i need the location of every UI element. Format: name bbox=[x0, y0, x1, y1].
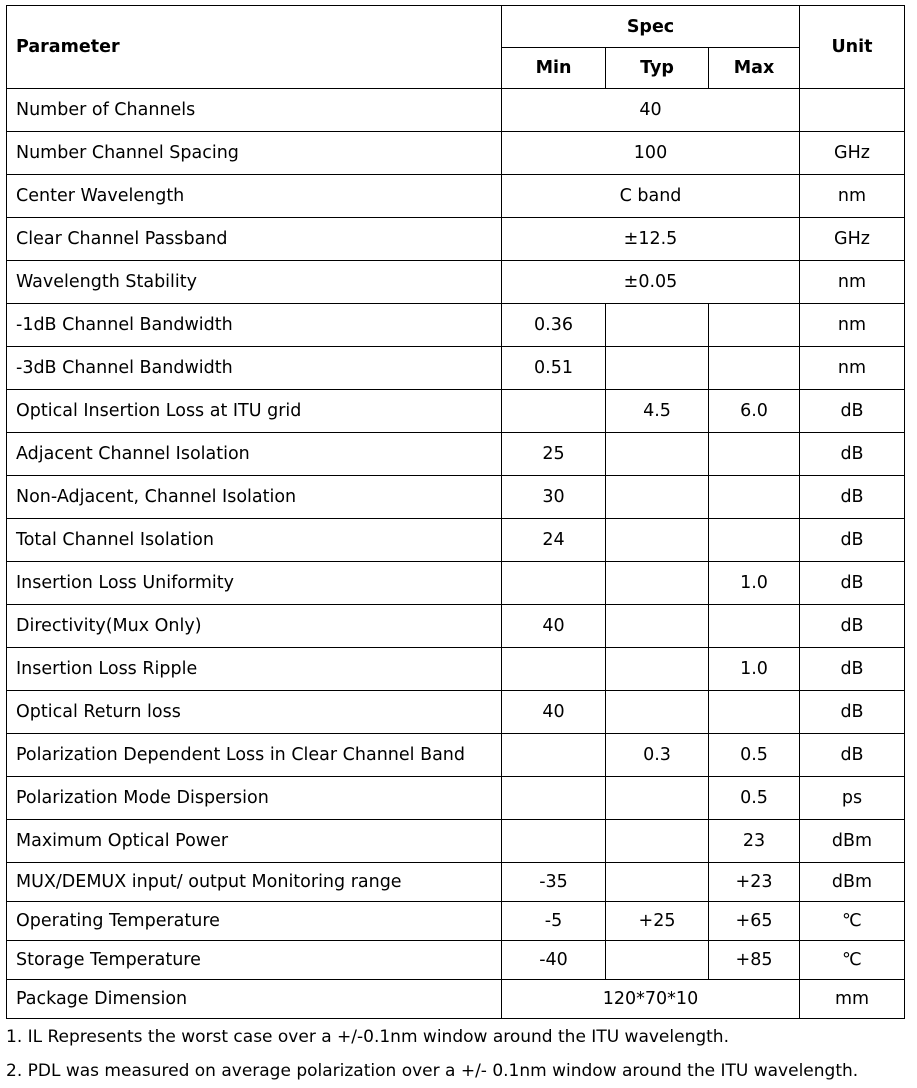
parameter-cell: Insertion Loss Ripple bbox=[7, 648, 501, 690]
unit-cell: dB bbox=[800, 476, 904, 518]
max-cell bbox=[709, 347, 799, 389]
min-cell: -35 bbox=[502, 863, 605, 901]
unit-cell: mm bbox=[800, 980, 904, 1018]
max-cell: 0.5 bbox=[709, 734, 799, 776]
typ-cell bbox=[606, 605, 708, 647]
header-min: Min bbox=[502, 48, 605, 88]
parameter-cell: Polarization Mode Dispersion bbox=[7, 777, 501, 819]
typ-cell: +25 bbox=[606, 902, 708, 940]
unit-cell: nm bbox=[800, 304, 904, 346]
table-body bbox=[7, 89, 904, 1018]
parameter-cell: Optical Return loss bbox=[7, 691, 501, 733]
max-cell: +65 bbox=[709, 902, 799, 940]
max-cell: +23 bbox=[709, 863, 799, 901]
parameter-cell: Polarization Dependent Loss in Clear Channel Band bbox=[7, 734, 501, 776]
parameter-cell: Insertion Loss Uniformity bbox=[7, 562, 501, 604]
table-row bbox=[7, 648, 904, 690]
typ-cell bbox=[606, 691, 708, 733]
min-cell bbox=[502, 390, 605, 432]
header-parameter: Parameter bbox=[7, 6, 501, 88]
table-row bbox=[7, 175, 904, 217]
min-cell bbox=[502, 562, 605, 604]
unit-cell: dB bbox=[800, 519, 904, 561]
min-cell: -40 bbox=[502, 941, 605, 979]
typ-cell bbox=[606, 820, 708, 862]
unit-cell: ℃ bbox=[800, 941, 904, 979]
unit-cell: nm bbox=[800, 261, 904, 303]
parameter-cell: Wavelength Stability bbox=[7, 261, 501, 303]
table-row bbox=[7, 132, 904, 174]
unit-cell bbox=[800, 89, 904, 131]
table-row bbox=[7, 347, 904, 389]
unit-cell: dBm bbox=[800, 820, 904, 862]
min-cell bbox=[502, 648, 605, 690]
max-cell: +85 bbox=[709, 941, 799, 979]
parameter-cell: -3dB Channel Bandwidth bbox=[7, 347, 501, 389]
unit-cell: dB bbox=[800, 605, 904, 647]
typ-cell bbox=[606, 304, 708, 346]
spec-value-cell: C band bbox=[502, 175, 799, 217]
table-row bbox=[7, 863, 904, 901]
unit-cell: nm bbox=[800, 175, 904, 217]
max-cell: 1.0 bbox=[709, 648, 799, 690]
typ-cell bbox=[606, 476, 708, 518]
unit-cell: GHz bbox=[800, 132, 904, 174]
table-row bbox=[7, 734, 904, 776]
parameter-cell: Maximum Optical Power bbox=[7, 820, 501, 862]
table-row bbox=[7, 820, 904, 862]
parameter-cell: Storage Temperature bbox=[7, 941, 501, 979]
header-max: Max bbox=[709, 48, 799, 88]
min-cell: 25 bbox=[502, 433, 605, 475]
header-unit: Unit bbox=[800, 6, 904, 88]
typ-cell bbox=[606, 433, 708, 475]
typ-cell: 4.5 bbox=[606, 390, 708, 432]
table-row bbox=[7, 89, 904, 131]
table-row bbox=[7, 433, 904, 475]
table-row bbox=[7, 476, 904, 518]
min-cell bbox=[502, 777, 605, 819]
parameter-cell: Center Wavelength bbox=[7, 175, 501, 217]
min-cell: -5 bbox=[502, 902, 605, 940]
spec-value-cell: 100 bbox=[502, 132, 799, 174]
parameter-cell: Number of Channels bbox=[7, 89, 501, 131]
table-row bbox=[7, 390, 904, 432]
min-cell: 0.36 bbox=[502, 304, 605, 346]
table-row bbox=[7, 519, 904, 561]
unit-cell: dBm bbox=[800, 863, 904, 901]
min-cell: 40 bbox=[502, 605, 605, 647]
footnote-2: 2. PDL was measured on average polarization over a +/- 0.1nm window around the ITU wavelength. bbox=[6, 1061, 859, 1081]
table-row bbox=[7, 902, 904, 940]
footnote-1: 1. IL Represents the worst case over a +/-0.1nm window around the ITU wavelength. bbox=[6, 1027, 729, 1047]
typ-cell bbox=[606, 941, 708, 979]
spec-value-cell: ±0.05 bbox=[502, 261, 799, 303]
parameter-cell: Total Channel Isolation bbox=[7, 519, 501, 561]
min-cell: 40 bbox=[502, 691, 605, 733]
unit-cell: nm bbox=[800, 347, 904, 389]
parameter-cell: Directivity(Mux Only) bbox=[7, 605, 501, 647]
table-row bbox=[7, 562, 904, 604]
max-cell: 0.5 bbox=[709, 777, 799, 819]
footnotes bbox=[6, 1020, 916, 1088]
max-cell bbox=[709, 691, 799, 733]
parameter-cell: Clear Channel Passband bbox=[7, 218, 501, 260]
unit-cell: ps bbox=[800, 777, 904, 819]
table-row bbox=[7, 218, 904, 260]
header-spec: Spec bbox=[502, 6, 799, 47]
parameter-cell: Non-Adjacent, Channel Isolation bbox=[7, 476, 501, 518]
unit-cell: dB bbox=[800, 648, 904, 690]
min-cell bbox=[502, 734, 605, 776]
typ-cell bbox=[606, 648, 708, 690]
parameter-cell: MUX/DEMUX input/ output Monitoring range bbox=[7, 863, 501, 901]
table-row bbox=[7, 304, 904, 346]
min-cell: 24 bbox=[502, 519, 605, 561]
table-header bbox=[7, 6, 904, 88]
spec-value-cell: 120*70*10 bbox=[502, 980, 799, 1018]
min-cell bbox=[502, 820, 605, 862]
header-typ: Typ bbox=[606, 48, 708, 88]
max-cell bbox=[709, 519, 799, 561]
typ-cell bbox=[606, 777, 708, 819]
parameter-cell: Operating Temperature bbox=[7, 902, 501, 940]
min-cell: 0.51 bbox=[502, 347, 605, 389]
max-cell: 23 bbox=[709, 820, 799, 862]
table-row bbox=[7, 777, 904, 819]
table-row bbox=[7, 605, 904, 647]
max-cell bbox=[709, 476, 799, 518]
max-cell: 6.0 bbox=[709, 390, 799, 432]
spec-table bbox=[6, 5, 905, 1019]
max-cell: 1.0 bbox=[709, 562, 799, 604]
parameter-cell: Package Dimension bbox=[7, 980, 501, 1018]
unit-cell: dB bbox=[800, 433, 904, 475]
parameter-cell: Number Channel Spacing bbox=[7, 132, 501, 174]
typ-cell bbox=[606, 347, 708, 389]
parameter-cell: Optical Insertion Loss at ITU grid bbox=[7, 390, 501, 432]
parameter-cell: -1dB Channel Bandwidth bbox=[7, 304, 501, 346]
max-cell bbox=[709, 605, 799, 647]
unit-cell: dB bbox=[800, 390, 904, 432]
table-row bbox=[7, 691, 904, 733]
unit-cell: dB bbox=[800, 562, 904, 604]
spec-value-cell: 40 bbox=[502, 89, 799, 131]
typ-cell bbox=[606, 863, 708, 901]
typ-cell bbox=[606, 519, 708, 561]
max-cell bbox=[709, 304, 799, 346]
unit-cell: dB bbox=[800, 691, 904, 733]
min-cell: 30 bbox=[502, 476, 605, 518]
table-row bbox=[7, 261, 904, 303]
spec-value-cell: ±12.5 bbox=[502, 218, 799, 260]
typ-cell bbox=[606, 562, 708, 604]
unit-cell: GHz bbox=[800, 218, 904, 260]
typ-cell: 0.3 bbox=[606, 734, 708, 776]
table-row bbox=[7, 941, 904, 979]
table-row bbox=[7, 980, 904, 1018]
unit-cell: dB bbox=[800, 734, 904, 776]
max-cell bbox=[709, 433, 799, 475]
unit-cell: ℃ bbox=[800, 902, 904, 940]
parameter-cell: Adjacent Channel Isolation bbox=[7, 433, 501, 475]
